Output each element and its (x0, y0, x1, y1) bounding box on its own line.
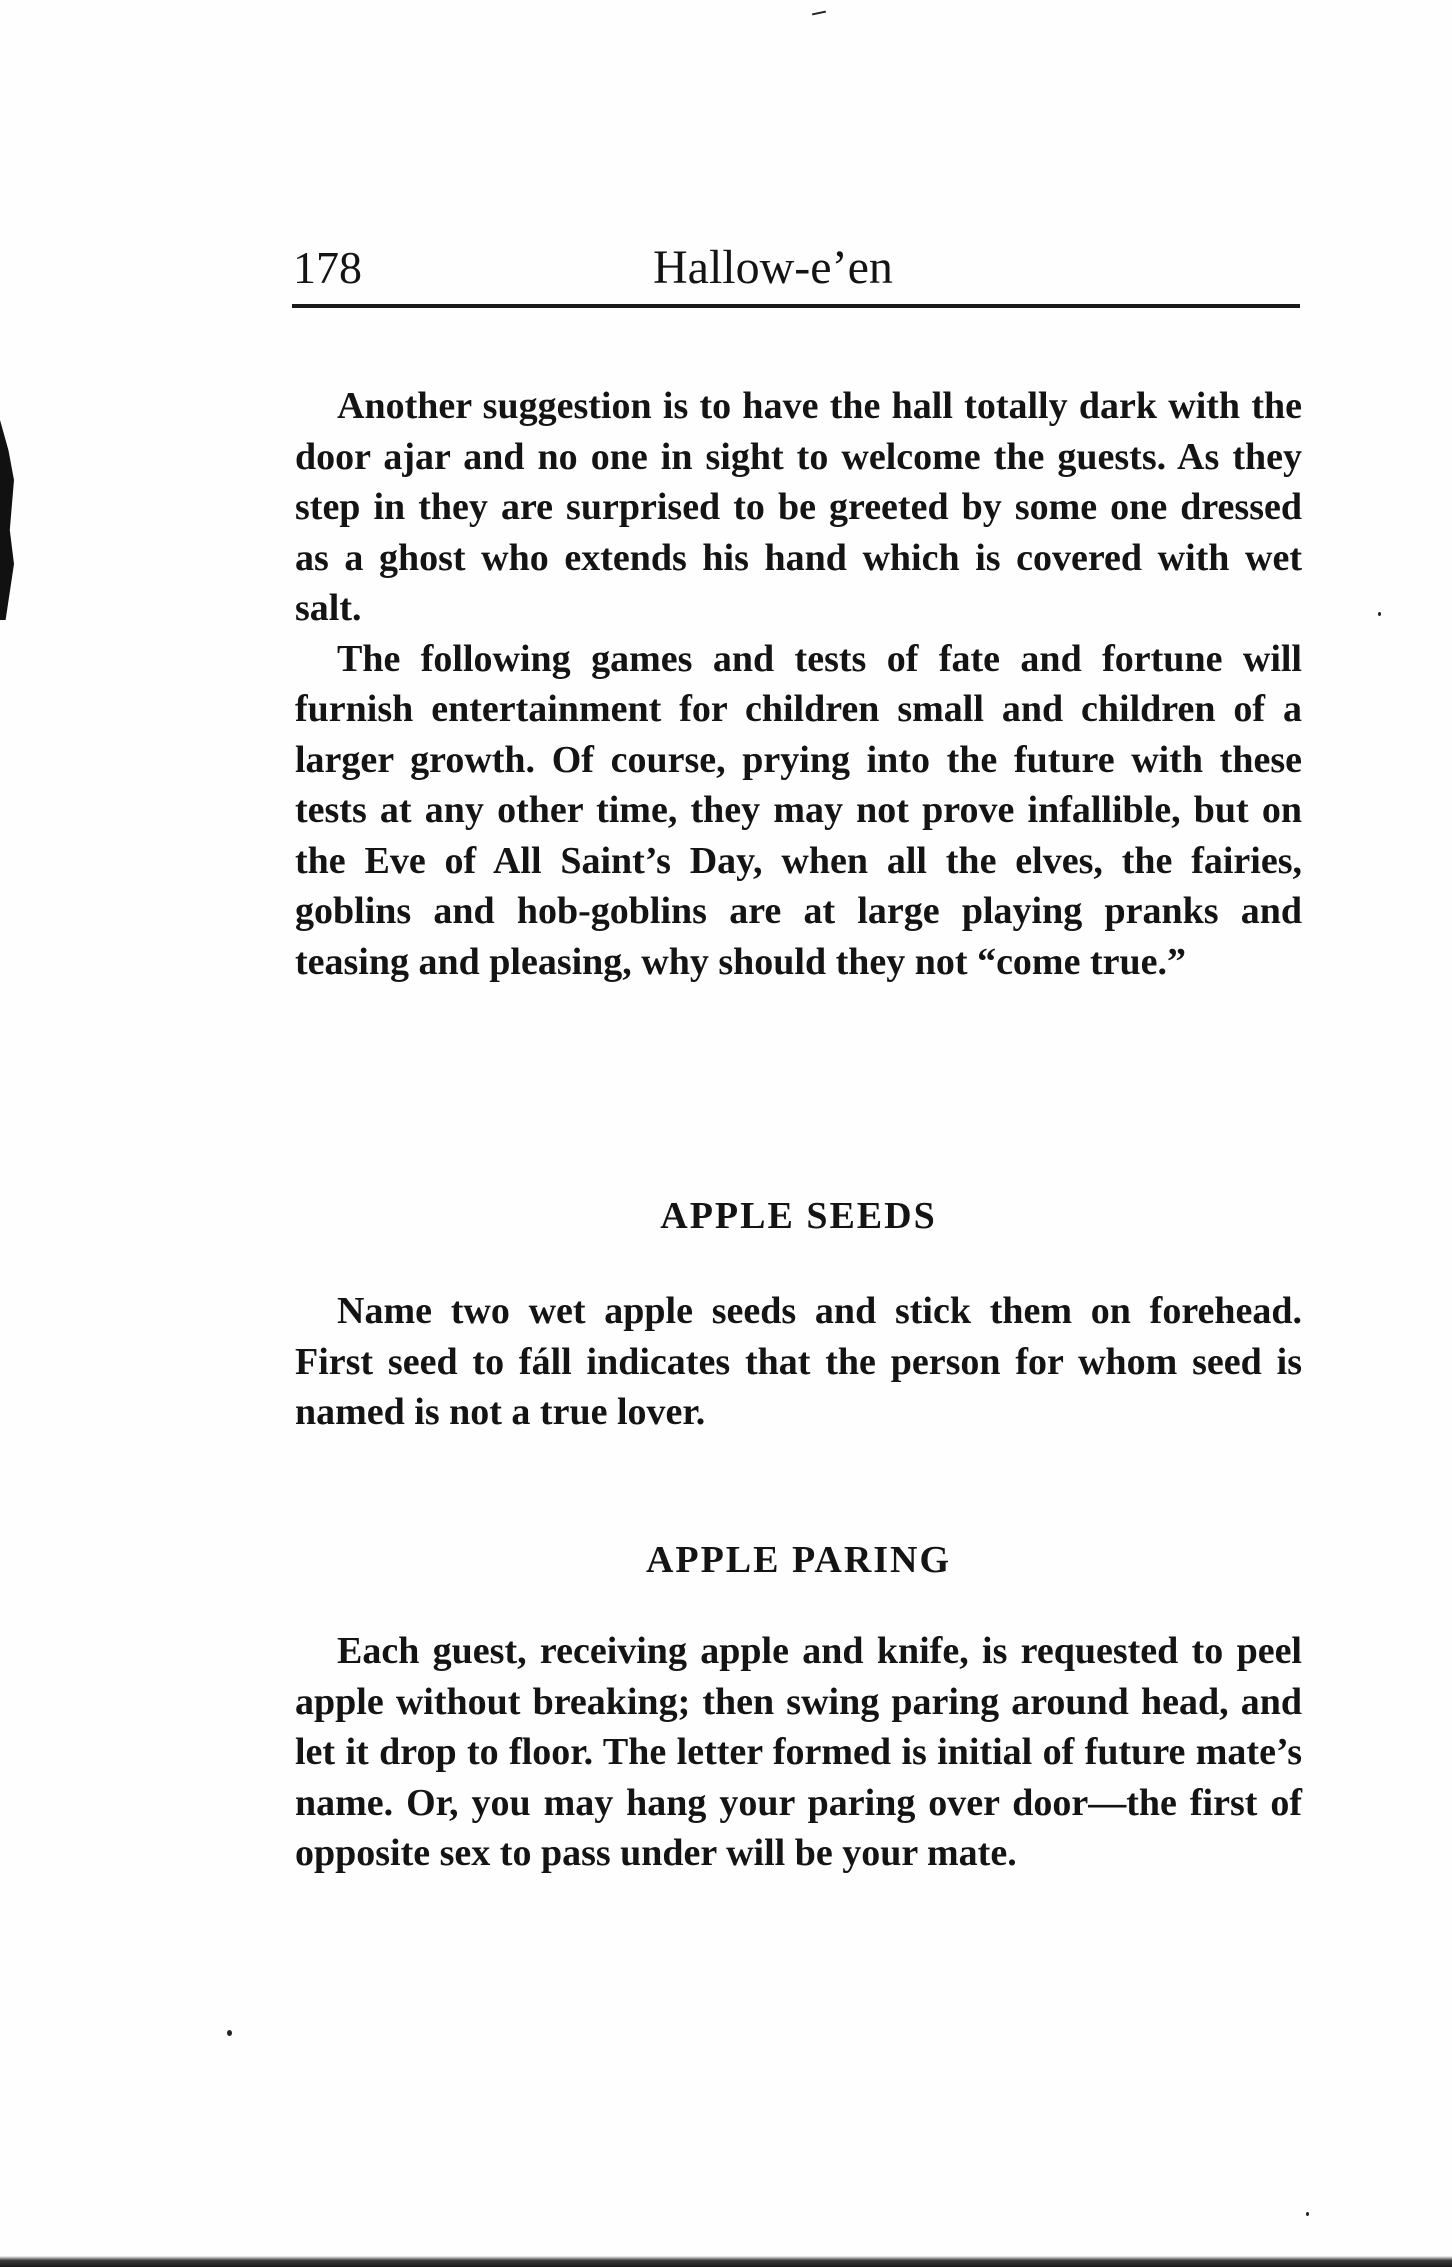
section-heading-apple-seeds: APPLE SEEDS (660, 1195, 937, 1237)
page-header (293, 238, 1299, 298)
speck-mark (1378, 612, 1381, 616)
running-title: Hallow-e’en (653, 241, 893, 294)
page-number: 178 (293, 242, 362, 293)
speck-mark (227, 2030, 232, 2036)
apple-seeds-paragraph: Name two wet apple seeds and stick them on forehead. First seed to fáll indicates that the person for whom seed is named is not a true lover. (295, 1290, 1302, 1433)
intro-text (295, 381, 1302, 987)
speck-mark (812, 11, 826, 16)
apple-paring-paragraph: Each guest, receiving apple and knife, is requested to peel apple without breaking; then swing paring around head, and let it drop to floor. The letter formed is initial of future mate’s name. Or, you may hang your paring over door—the first of opposite sex to pass under will be your mate. (295, 1630, 1302, 1874)
page-edge-shadow (0, 420, 14, 620)
apple-seeds-text (295, 1286, 1302, 1438)
intro-paragraph: The following games and tests of fate and fortune will furnish entertainment for children small and children of a larger growth. Of course, prying into the future with these tests at any other time, they may not prove infallible, but on the Eve of All Saint’s Day, when all the elves, the fairies, goblins and hob-goblins are at large playing pranks and teasing and pleasing, why should they not “come true.” (295, 637, 1302, 983)
intro-paragraph: Another suggestion is to have the hall totally dark with the door ajar and no one in sight to welcome the guests. As they step in they are surprised to be greeted by some one dressed as a ghost who extends his hand which is covered with wet salt. (295, 385, 1302, 629)
header-rule (292, 304, 1300, 308)
page-bottom-edge (0, 2256, 1452, 2267)
section-heading-apple-paring: APPLE PARING (645, 1539, 952, 1581)
speck-mark (1306, 2212, 1309, 2216)
apple-paring-text (295, 1626, 1302, 1879)
